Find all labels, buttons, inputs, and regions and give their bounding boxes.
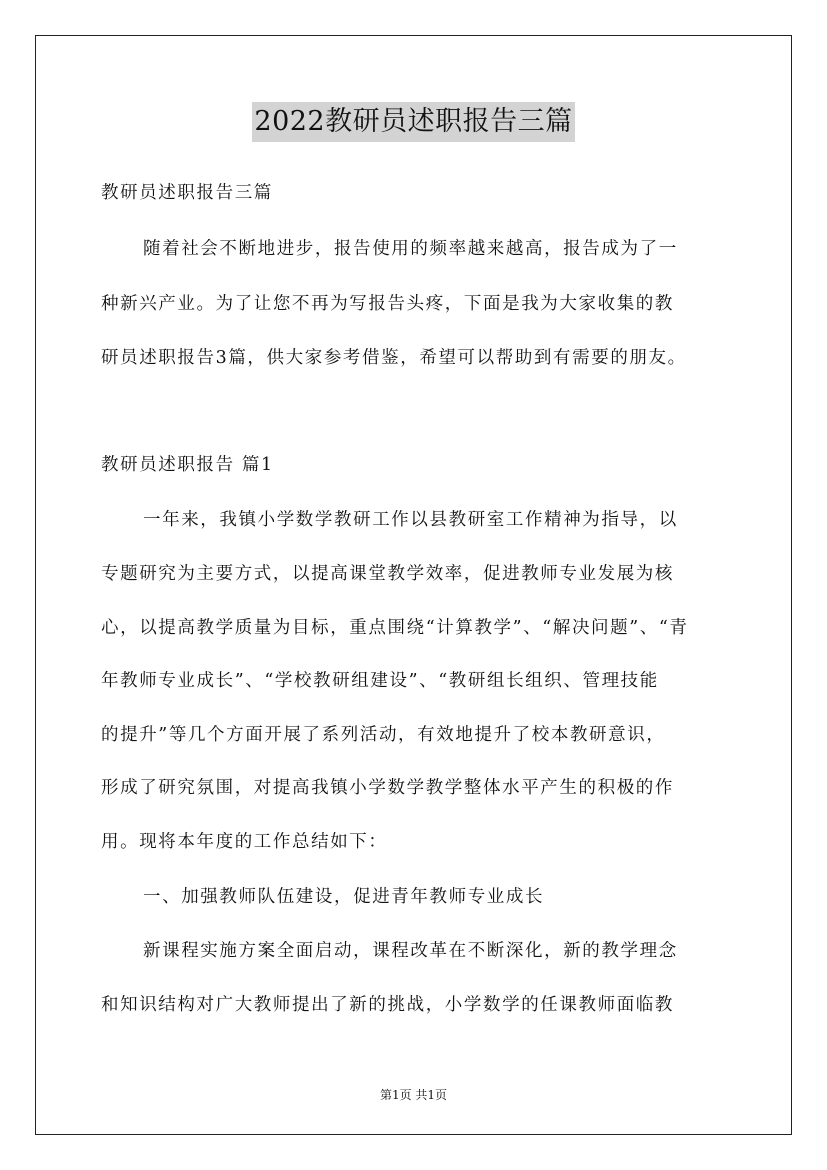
body2-line-1: 新课程实施方案全面启动，课程改革在不断深化，新的教学理念 bbox=[143, 941, 678, 961]
title-container bbox=[0, 102, 827, 142]
body2-line-2: 和知识结构对广大教师提出了新的挑战，小学数学的任课教师面临教 bbox=[101, 995, 674, 1015]
intro-line-3: 研员述职报告3篇，供大家参考借鉴，希望可以帮助到有需要的朋友。 bbox=[101, 348, 687, 368]
body-line-2: 专题研究为主要方式，以提高课堂教学效率，促进教师专业发展为核 bbox=[101, 564, 674, 584]
body-line-6: 形成了研究氛围，对提高我镇小学数学教学整体水平产生的积极的作 bbox=[101, 778, 674, 798]
document-title: 2022教研员述职报告三篇 bbox=[252, 102, 574, 142]
body-line-5: 的提升”等几个方面开展了系列活动，有效地提升了校本教研意识， bbox=[101, 725, 666, 745]
body-line-1: 一年来，我镇小学数学教研工作以县教研室工作精神为指导，以 bbox=[143, 510, 678, 530]
subheading: 一、加强教师队伍建设，促进青年教师专业成长 bbox=[143, 887, 545, 907]
body-line-3: 心，以提高教学质量为目标，重点围绕“计算教学”、“解决问题”、“青 bbox=[101, 618, 689, 638]
body-line-7: 用。现将本年度的工作总结如下： bbox=[101, 832, 388, 852]
intro-line-1: 随着社会不断地进步，报告使用的频率越来越高，报告成为了一 bbox=[143, 239, 678, 259]
body-line-4: 年教师专业成长”、“学校教研组建设”、“教研组长组织、管理技能 bbox=[101, 671, 659, 691]
document-subtitle: 教研员述职报告三篇 bbox=[101, 183, 273, 203]
page-footer: 第1页 共1页 bbox=[379, 1088, 448, 1102]
intro-line-2: 种新兴产业。为了让您不再为写报告头疼，下面是我为大家收集的教 bbox=[101, 294, 674, 314]
section-heading: 教研员述职报告 篇1 bbox=[101, 455, 274, 475]
